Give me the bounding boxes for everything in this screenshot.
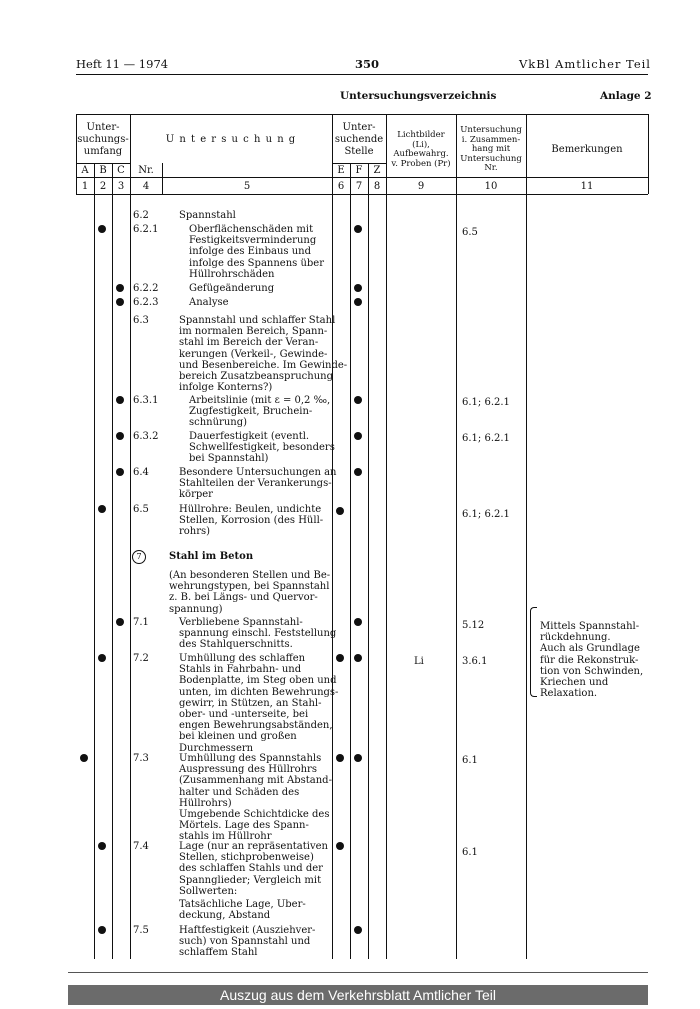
rule <box>94 163 95 959</box>
col-number-10: 10 <box>484 181 498 192</box>
row-ref: 6.1; 6.2.1 <box>462 397 510 408</box>
col-number-7: 7 <box>355 181 363 192</box>
marker-dot <box>354 926 362 934</box>
marker-dot <box>116 432 124 440</box>
rule <box>76 163 130 164</box>
col-number-4: 4 <box>142 181 150 192</box>
col-number-1: 1 <box>81 181 89 192</box>
header-issue: Heft 11 — 1974 <box>76 57 169 71</box>
col-header-b: B <box>99 165 107 176</box>
marker-dot <box>336 842 344 850</box>
rule <box>350 163 351 959</box>
rule <box>332 163 386 164</box>
table-top-rule <box>76 114 648 115</box>
rule <box>76 194 648 195</box>
rule <box>648 114 649 194</box>
rule <box>112 163 113 959</box>
row-text: Umhüllung des schlaffen Stahls in Fahrbahn- und Bodenplatte, im Steg oben und unten, im dichten Bewehrungs- gewirr, in Stützen, an Stahl- ober- und -unterseite, bei engen Bewehrungsabständen, bei kleinen und großen Durchmessern <box>179 653 339 754</box>
row-text: Besondere Untersuchungen an Stahlteilen der Verankerungs- körper <box>179 467 337 501</box>
marker-dot <box>116 284 124 292</box>
marker-dot <box>336 754 344 762</box>
row-nr: 7.5 <box>133 925 149 936</box>
marker-dot <box>354 284 362 292</box>
rule <box>368 163 369 959</box>
row-ref: 6.1 <box>462 847 478 858</box>
row-nr-circled: 7 <box>132 550 146 564</box>
col-header-zusammenhang: Untersuchung i. Zusammen- hang mit Untersuchung Nr. <box>460 125 522 173</box>
marker-dot <box>116 396 124 404</box>
page-subtitle: Untersuchungsverzeichnis <box>340 90 497 102</box>
appendix-label: Anlage 2 <box>600 90 652 102</box>
row-nr: 7.3 <box>133 753 149 764</box>
row-nr: 7.4 <box>133 841 149 852</box>
row-nr: 6.2.2 <box>133 283 159 294</box>
remark-brace <box>530 607 537 697</box>
rule <box>332 114 333 959</box>
marker-dot <box>80 754 88 762</box>
row-text: Haftfestigkeit (Ausziehver- such) von Spannstahl und schlaffem Stahl <box>179 925 316 959</box>
row-text: Spannstahl und schlaffer Stahl im normalen Bereich, Spann- stahl im Bereich der Veran- kerungen (Verkeil-, Gewinde- und Besenbereiche. Im Gewinde- bereich Zusatzbeanspruchung infolge Konterns?) <box>179 315 348 394</box>
marker-dot <box>116 468 124 476</box>
marker-dot <box>354 468 362 476</box>
marker-dot <box>354 298 362 306</box>
page-number: 350 <box>355 57 380 71</box>
row-ref: 5.12 <box>462 620 485 631</box>
row-text: Arbeitslinie (mit ε = 0,2 ‰, Zugfestigkeit, Bruchein- schnürung) <box>189 395 331 429</box>
col-number-11: 11 <box>580 181 594 192</box>
rule <box>456 114 457 959</box>
marker-dot <box>354 654 362 662</box>
row-text: Verbliebene Spannstahl- spannung einschl. Feststellung des Stahlquerschnitts. <box>179 617 337 651</box>
row-nr: 7.2 <box>133 653 149 664</box>
rule <box>130 114 131 959</box>
row-text: Dauerfestigkeit (eventl. Schwellfestigkeit, besonders bei Spannstahl) <box>189 431 335 465</box>
marker-dot <box>336 507 344 515</box>
col-number-9: 9 <box>417 181 425 192</box>
col-header-c: C <box>117 165 125 176</box>
col-number-3: 3 <box>117 181 125 192</box>
col-header-f: F <box>355 165 363 176</box>
footer-banner: Auszug aus dem Verkehrsblatt Amtlicher Teil <box>68 985 648 1005</box>
row-text: Umhüllung des Spannstahls Auspressung des Hüllrohrs (Zusammenhang mit Abstand- halter und Schäden des Hüllrohrs) Umgebende Schichtdicke des Mörtels. Lage des Spann- stahls im Hüllrohr <box>179 753 332 843</box>
row-text: Spannstahl <box>179 210 236 221</box>
col-header-bemerkungen: Bemerkungen <box>551 144 623 155</box>
col-header-a: A <box>81 165 89 176</box>
marker-dot <box>98 505 106 513</box>
col-header-e: E <box>337 165 345 176</box>
row-nr: 7.1 <box>133 617 149 628</box>
marker-dot <box>116 298 124 306</box>
marker-dot <box>98 842 106 850</box>
marker-dot <box>354 432 362 440</box>
row-text: Hüllrohre: Beulen, undichte Stellen, Korrosion (des Hüll- rohrs) <box>179 504 324 538</box>
row-ref: 6.5 <box>462 227 478 238</box>
col-header-nr: Nr. <box>138 165 154 176</box>
marker-dot <box>354 754 362 762</box>
col-number-8: 8 <box>373 181 381 192</box>
row-photo-flag: Li <box>414 656 424 667</box>
row-nr: 6.2.3 <box>133 297 159 308</box>
row-text: Gefügeänderung <box>189 283 275 294</box>
row-text: Oberflächenschäden mit Festigkeitsverminderung infolge des Einbaus und infolge des Spannens über Hüllrohrschäden <box>189 224 324 280</box>
row-ref: 3.6.1 <box>462 656 488 667</box>
marker-dot <box>116 618 124 626</box>
row-nr: 6.3 <box>133 315 149 326</box>
col-header-lichtbilder: Lichtbilder (Li), Aufbewahrg. v. Proben (Pr) <box>391 130 451 169</box>
rule <box>526 114 527 959</box>
col-header-untersuchung: U n t e r s u c h u n g <box>165 134 297 145</box>
col-number-2: 2 <box>99 181 107 192</box>
col-header-z: Z <box>373 165 381 176</box>
marker-dot <box>98 654 106 662</box>
row-nr: 6.5 <box>133 504 149 515</box>
marker-dot <box>354 396 362 404</box>
marker-dot <box>354 618 362 626</box>
col-number-6: 6 <box>337 181 345 192</box>
row-text: Tatsächliche Lage, Uber- deckung, Abstand <box>179 899 306 922</box>
footer-rule <box>68 972 648 973</box>
row-ref: 6.1 <box>462 755 478 766</box>
rule <box>386 114 387 959</box>
row-nr: 6.4 <box>133 467 149 478</box>
row-text: Analyse <box>189 297 229 308</box>
marker-dot <box>98 225 106 233</box>
row-nr: 6.2 <box>133 210 149 221</box>
row-nr: 6.2.1 <box>133 224 159 235</box>
row-text: Lage (nur an repräsentativen Stellen, stichprobenweise) des schlaffen Stahls und der Spannglieder; Vergleich mit Sollwerten: <box>179 841 328 897</box>
header-publication: VkBl Amtlicher Teil <box>519 57 651 71</box>
remark-text: Mittels Spannstahl- rückdehnung. Auch als Grundlage für die Rekonstruk- tion von Schwinden, Kriechen und Relaxation. <box>540 621 644 700</box>
marker-dot <box>354 225 362 233</box>
col-header-stelle: Unter- suchende Stelle <box>334 122 384 157</box>
row-text: (An besonderen Stellen und Be- wehrungstypen, bei Spannstahl z. B. bei Längs- und Quervor- spannung) <box>169 570 331 615</box>
row-ref: 6.1; 6.2.1 <box>462 509 510 520</box>
section-heading: Stahl im Beton <box>169 551 254 562</box>
row-ref: 6.1; 6.2.1 <box>462 433 510 444</box>
col-number-5: 5 <box>243 181 251 192</box>
col-header-umfang: Unter- suchungs- umfang <box>77 122 129 157</box>
row-nr: 6.3.1 <box>133 395 159 406</box>
marker-dot <box>98 926 106 934</box>
row-nr: 6.3.2 <box>133 431 159 442</box>
